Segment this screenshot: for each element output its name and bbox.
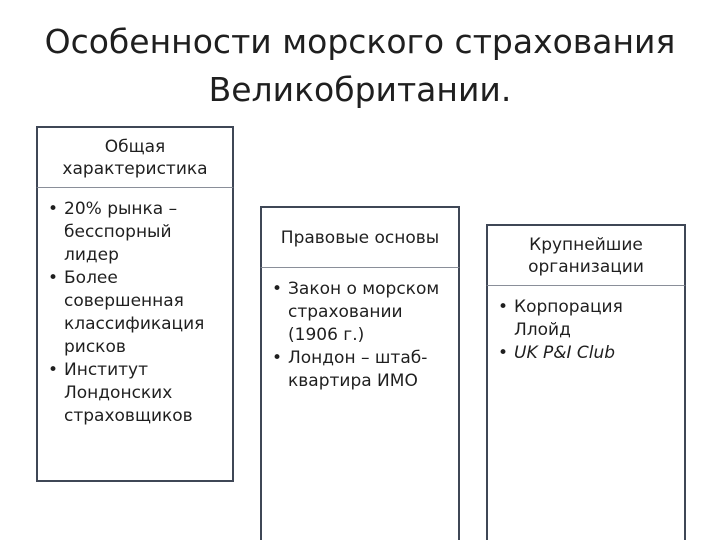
bullet-icon: • xyxy=(48,360,59,380)
column-header-line-1: Общая xyxy=(104,136,166,157)
column-header-line-2: характеристика xyxy=(62,158,208,179)
column-header-line-1: Крупнейшие xyxy=(529,234,643,255)
bullet-icon: • xyxy=(498,343,509,363)
list-item: • Более совершенная классификация рисков xyxy=(48,268,205,357)
bullet-icon: • xyxy=(272,348,283,368)
column-header-line-1: Правовые основы xyxy=(280,227,440,248)
list-item: • Закон о морском страховании (1906 г.) xyxy=(272,279,440,345)
bullet-icon: • xyxy=(272,279,283,299)
column-body xyxy=(36,188,234,482)
list-item: • 20% рынка – бесспорный лидер xyxy=(48,199,178,265)
bullet-icon: • xyxy=(498,297,509,317)
column-header xyxy=(36,126,234,188)
column-body xyxy=(486,286,686,540)
column-header-line-2: организации xyxy=(528,256,644,277)
bullet-list xyxy=(496,296,678,365)
bullet-list xyxy=(270,278,452,393)
list-item: • Корпорация Ллойд xyxy=(498,297,623,340)
column-header xyxy=(486,224,686,286)
list-item: • Лондон – штаб-квартира ИМО xyxy=(272,348,428,391)
bullet-list xyxy=(46,198,226,428)
bullet-icon: • xyxy=(48,268,59,288)
list-item: • Институт Лондонских страховщиков xyxy=(48,360,193,426)
column-header xyxy=(260,206,460,268)
slide-title-line-1: Особенности морского страхования xyxy=(44,22,676,61)
list-item: • UK P&I Club xyxy=(498,343,616,363)
bullet-icon: • xyxy=(48,199,59,219)
column-body xyxy=(260,268,460,540)
slide-title-line-2: Великобритании. xyxy=(208,70,512,109)
slide-title xyxy=(0,18,720,114)
